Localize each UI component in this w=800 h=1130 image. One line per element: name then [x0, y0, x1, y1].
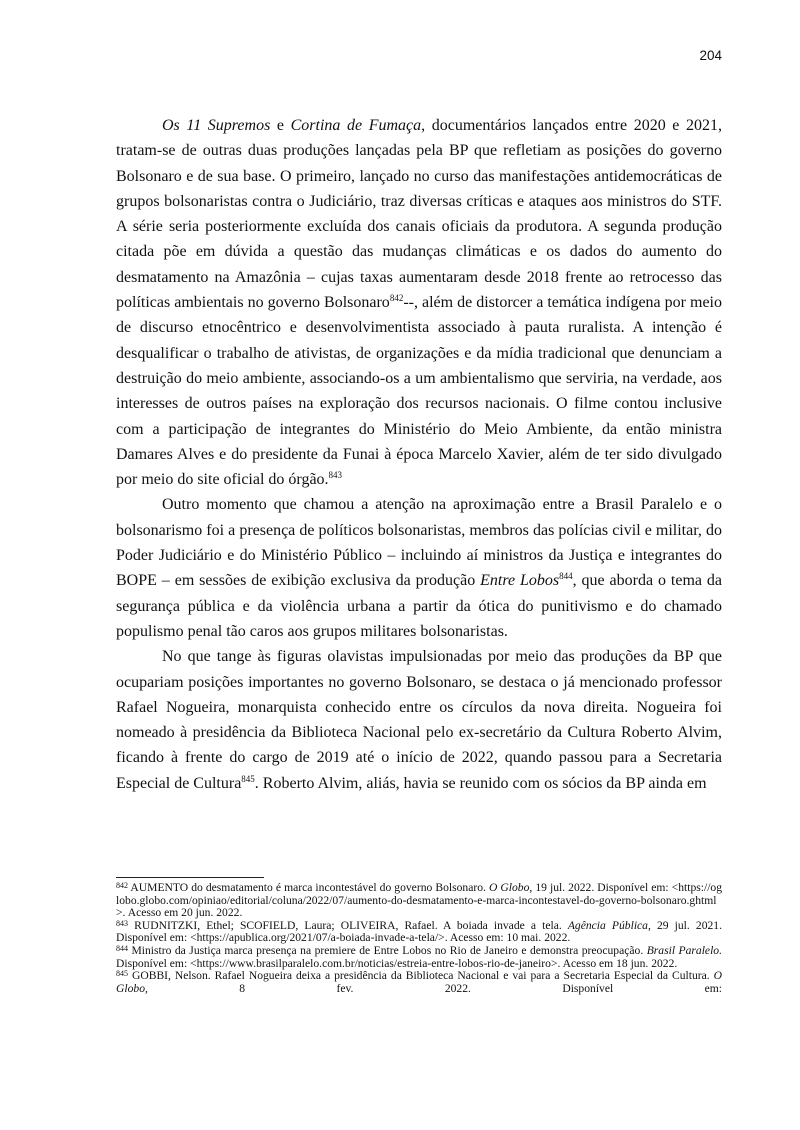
page-number: 204: [699, 48, 722, 63]
footnote-844: $^{844}$ Ministro da Justiça marca presença na premiere de Entre Lobos no Rio de Janeiro e demonstra preocupação. Brasil Paralelo. Disponível em: <https://www.brasilparalelo.com.br/noticias/estreia-entre-lobos-rio-de-janeiro>. Acesso em 18 jun. 2022.: [116, 943, 722, 970]
footnote-ref-843[interactable]: 843: [328, 470, 343, 481]
footnote-ref-845[interactable]: 845: [241, 773, 255, 784]
footnote-ref-842[interactable]: 842: [389, 293, 404, 304]
footnote-number: 843: [116, 918, 128, 928]
footnote-ref-844[interactable]: 844: [559, 571, 573, 582]
footnote-number: 842: [116, 881, 128, 890]
footnote-separator: [116, 877, 264, 878]
body-text: [116, 113, 722, 796]
paragraph-2: Outro momento que chamou a atenção na aproximação entre a Brasil Paralelo e o bolsonarismo foi a presença de políticos bolsonaristas, membros das polícias civil e militar, do Poder Judiciário e do Ministério Público – incluindo aí ministros da Justiça e integrantes do BOPE – em sessões de exibição exclusiva da produção Entre Lobos$^{844}$, que aborda o tema da segurança pública e da violência urbana a partir da ótica do punitivismo e do chamado populismo penal tão caros aos grupos militares bolsonaristas.: [116, 496, 723, 640]
footnotes: [116, 882, 722, 995]
title-os-11-supremos: Os 11 Supremos: [162, 117, 271, 134]
title-cortina-de-fumaca: Cortina de Fumaça: [290, 117, 422, 134]
footnote-link[interactable]: <https://oglobo.globo.com/opiniao/editorial/coluna/2022/07/aumento-do-desmatamento-e-marca-incontestavel-do-governo-bolsonaro.ghtml>: [116, 881, 723, 920]
paragraph-3: No que tange às figuras olavistas impulsionadas por meio das produções da BP que ocupariam posições importantes no governo Bolsonaro, se destaca o já mencionado professor Rafael Nogueira, monarquista conhecido entre os círculos da nova direita. Nogueira foi nomeado à presidência da Biblioteca Nacional pelo ex-secretário da Cultura Roberto Alvim, ficando à frente do cargo de 2019 até o início de 2022, quando passou para a Secretaria Especial de Cultura$^{845}$. Roberto Alvim, aliás, havia se reunido com os sócios da BP ainda em: [116, 648, 722, 792]
footnote-842: $^{842}$ AUMENTO do desmatamento é marca incontestável do governo Bolsonaro. O Globo, 19 jul. 2022. Disponível em: <https://oglobo.globo.com/opiniao/editorial/coluna/2022/07/aumento-do-desmatamento-e-marca-incontestavel-do-governo-bolsonaro.ghtml>. Acesso em 20 jun. 2022.: [116, 881, 723, 920]
paragraph-1: Os 11 Supremos e Cortina de Fumaça, documentários lançados entre 2020 e 2021, tratam-se de outras duas produções lançadas pela BP que refletiam as posições do governo Bolsonaro e de sua base. O primeiro, lançado no curso das manifestações antidemocráticas de grupos bolsonaristas contra o Judiciário, traz diversas críticas e ataques aos ministros do STF. A série seria posteriormente excluída dos canais oficiais da produtora. A segunda produção citada põe em dúvida a questão das mudanças climáticas e os dados do aumento do desmatamento na Amazônia – cujas taxas aumentaram desde 2018 frente ao retrocesso das políticas ambientais no governo Bolsonaro$^{842}$--, além de distorcer a temática indígena por meio de discurso etnocêntrico e desenvolvimentista associado à pauta ruralista. A intenção é desqualificar o trabalho de ativistas, de organizações e da mídia tradicional que denunciam a destruição do meio ambiente, associando-os a um ambientalismo que serviria, na verdade, aos interesses de outros países na exploração dos recursos nacionais. O filme contou inclusive com a participação de integrantes do Ministério do Meio Ambiente, da então ministra Damares Alves e do presidente da Funai à época Marcelo Xavier, além de ter sido divulgado por meio do site oficial do órgão.$^{843}$: [116, 117, 723, 489]
footnote-845: $^{845}$ GOBBI, Nelson. Rafael Nogueira deixa a presidência da Biblioteca Nacional e vai para a Secretaria Especial da Cultura. O Globo, 8 fev. 2022. Disponível em:: [116, 969, 722, 995]
footnote-843: $^{843}$ RUDNITZKI, Ethel; SCOFIELD, Laura; OLIVEIRA, Rafael. A boiada invade a tela. Agência Pública, 29 jul. 2021. Disponível em: <https://apublica.org/2021/07/a-boiada-invade-a-tela/>. Acesso em: 10 mai. 2022.: [116, 918, 722, 945]
footnote-number: 844: [116, 943, 128, 953]
title-entre-lobos: Entre Lobos: [480, 572, 560, 590]
footnote-number: 845: [116, 969, 128, 979]
